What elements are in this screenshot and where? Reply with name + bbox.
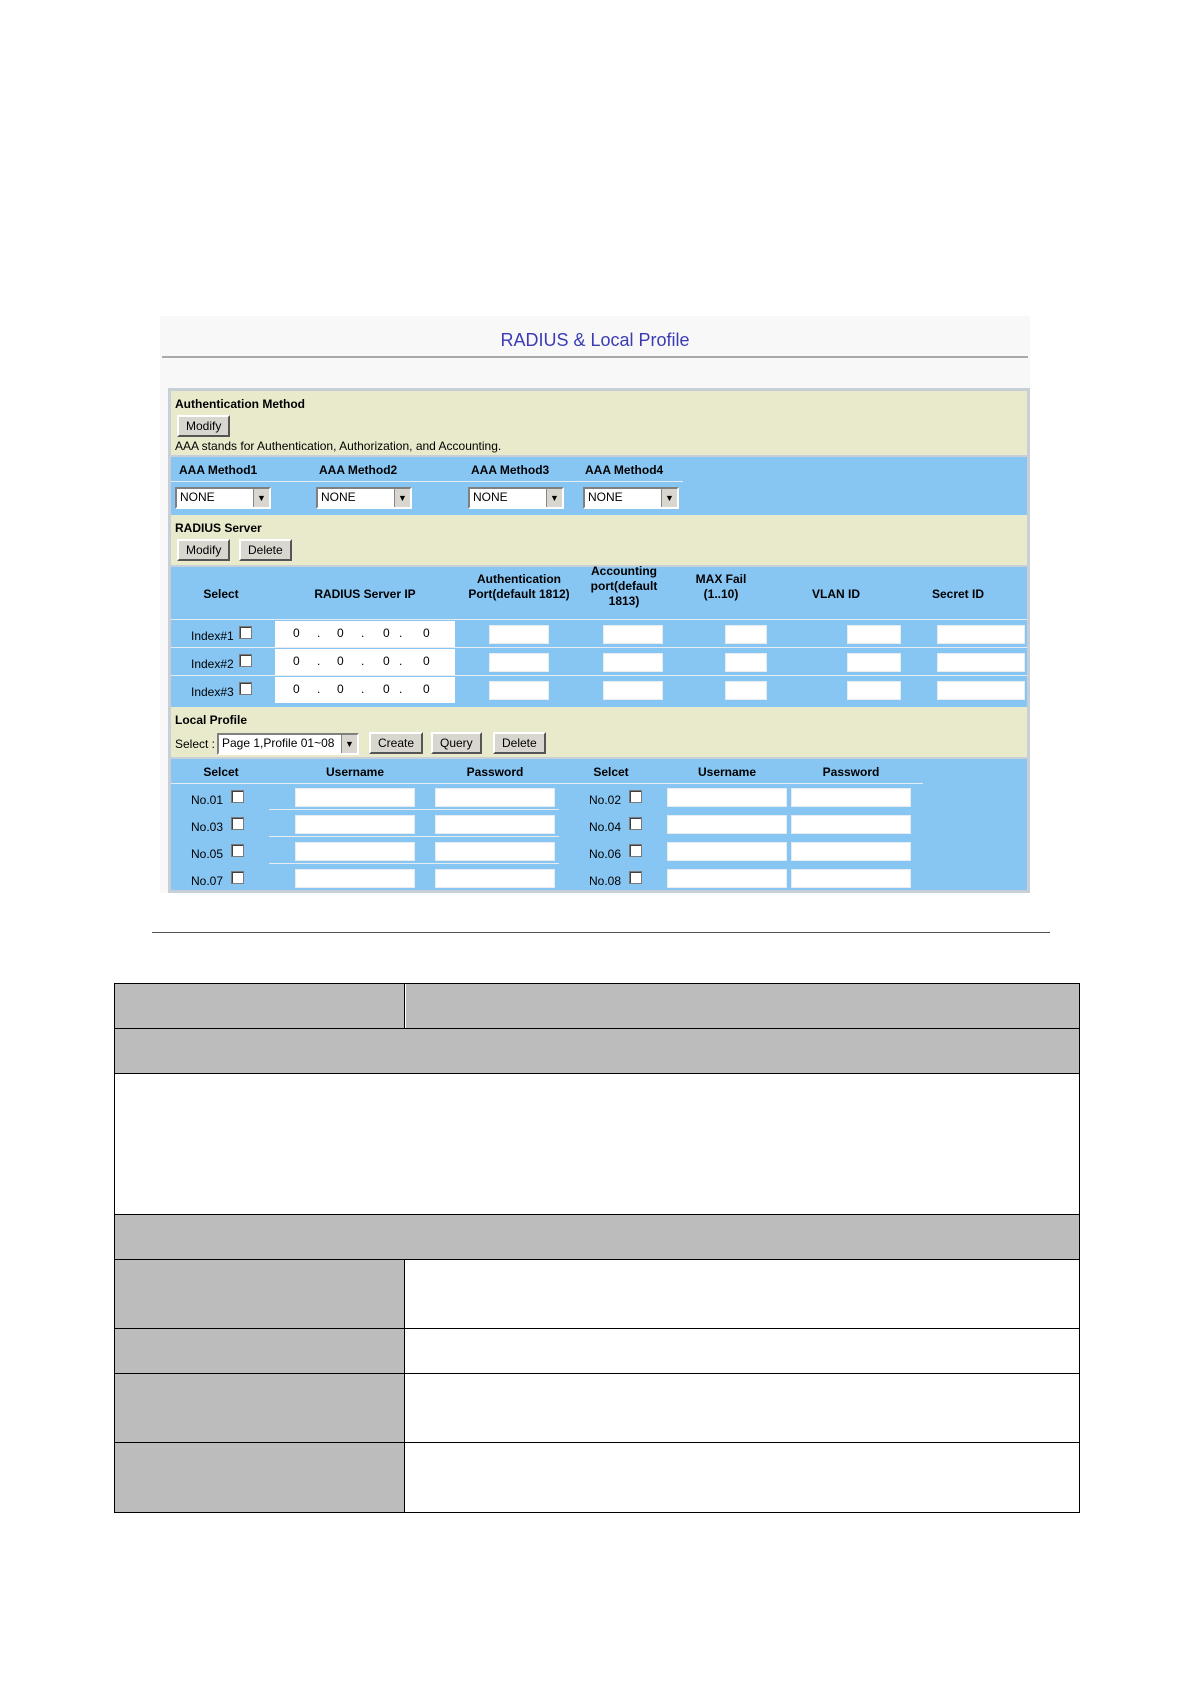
profile-page-select[interactable] — [217, 733, 359, 755]
page-select-label: Select : — [175, 737, 216, 751]
profile-checkbox[interactable] — [629, 871, 642, 884]
secret-id-input[interactable] — [937, 625, 1025, 644]
vlan-id-input[interactable] — [847, 681, 901, 700]
row-divider — [171, 647, 1027, 648]
radius-server-heading: RADIUS Server — [175, 521, 262, 535]
profile-checkbox[interactable] — [629, 817, 642, 830]
col-select: Select — [203, 587, 239, 601]
profile-number-label: No.06 — [589, 847, 622, 861]
profile-checkbox[interactable] — [231, 844, 244, 857]
radius-index-label: Index#2 — [191, 657, 234, 671]
acct-port-input[interactable] — [603, 653, 663, 672]
aaa-method3-label: AAA Method3 — [471, 463, 550, 477]
password-input[interactable] — [435, 815, 555, 834]
lp-col-username-left: Username — [325, 765, 385, 779]
radius-server-section — [171, 515, 1027, 567]
table-cell-left — [115, 1260, 405, 1328]
aaa-method2-label: AAA Method2 — [319, 463, 398, 477]
auth-port-input[interactable] — [489, 681, 549, 700]
profile-checkbox[interactable] — [629, 844, 642, 857]
table-row — [115, 1374, 1079, 1443]
chevron-down-icon[interactable]: ▼ — [341, 735, 357, 753]
create-profile-button[interactable]: Create — [369, 732, 423, 754]
aaa-note: AAA stands for Authentication, Authorization, and Accounting. — [175, 439, 502, 453]
profile-checkbox[interactable] — [231, 817, 244, 830]
radius-header-divider — [171, 619, 1027, 620]
username-input[interactable] — [295, 815, 415, 834]
password-input[interactable] — [435, 869, 555, 888]
profile-number-label: No.05 — [191, 847, 224, 861]
auth-port-input[interactable] — [489, 625, 549, 644]
table-cell-left — [115, 1443, 405, 1512]
vlan-id-input[interactable] — [847, 625, 901, 644]
aaa-method3-select[interactable] — [468, 487, 564, 509]
delete-profile-button[interactable]: Delete — [493, 732, 546, 754]
lp-col-select-left: Selcet — [203, 765, 239, 779]
radius-ip-field[interactable]: 0 . 0 . 0 . 0 — [275, 621, 455, 647]
password-input[interactable] — [791, 842, 911, 861]
radius-modify-button[interactable]: Modify — [177, 539, 230, 561]
password-input[interactable] — [791, 788, 911, 807]
radius-index-label: Index#3 — [191, 685, 234, 699]
lp-col-password-left: Password — [466, 765, 524, 779]
aaa-method2-select[interactable] — [316, 487, 412, 509]
aaa-method4-value: NONE — [588, 490, 623, 504]
profile-number-label: No.01 — [191, 793, 224, 807]
profile-page-value: Page 1,Profile 01~08 — [222, 736, 335, 750]
username-input[interactable] — [667, 815, 787, 834]
local-profile-section — [171, 707, 1027, 759]
table-header-row — [115, 984, 1079, 1029]
aaa-header-divider — [171, 481, 683, 482]
password-input[interactable] — [791, 869, 911, 888]
password-input[interactable] — [435, 842, 555, 861]
table-cell-left — [115, 1374, 405, 1442]
title-divider — [162, 356, 1028, 358]
profile-number-label: No.08 — [589, 874, 622, 888]
table-header-cell-left — [115, 984, 405, 1028]
aaa-method4-label: AAA Method4 — [585, 463, 664, 477]
chevron-down-icon[interactable]: ▼ — [546, 489, 562, 507]
table-body-row — [115, 1074, 1079, 1215]
username-input[interactable] — [295, 869, 415, 888]
username-input[interactable] — [667, 869, 787, 888]
aaa-method4-select[interactable] — [583, 487, 679, 509]
username-input[interactable] — [295, 788, 415, 807]
acct-port-input[interactable] — [603, 681, 663, 700]
lp-col-password-right: Password — [822, 765, 880, 779]
radius-ip-field[interactable]: 0 . 0 . 0 . 0 — [275, 677, 455, 703]
password-input[interactable] — [791, 815, 911, 834]
auth-method-heading: Authentication Method — [175, 397, 305, 411]
table-section-row — [115, 1029, 1079, 1074]
col-vlan-id: VLAN ID — [812, 587, 860, 601]
vlan-id-input[interactable] — [847, 653, 901, 672]
radius-local-profile-screen — [160, 316, 1030, 893]
table-header-cell-right — [406, 984, 1079, 1028]
secret-id-input[interactable] — [937, 653, 1025, 672]
profile-checkbox[interactable] — [629, 790, 642, 803]
row-divider — [269, 836, 559, 837]
col-max-fail: MAX Fail (1..10) — [695, 572, 747, 601]
table-row — [115, 1443, 1079, 1512]
lp-col-username-right: Username — [697, 765, 757, 779]
table-row — [115, 1329, 1079, 1374]
max-fail-input[interactable] — [725, 653, 767, 672]
secret-id-input[interactable] — [937, 681, 1025, 700]
col-radius-ip: RADIUS Server IP — [314, 587, 416, 601]
max-fail-input[interactable] — [725, 681, 767, 700]
lp-col-select-right: Selcet — [593, 765, 629, 779]
username-input[interactable] — [295, 842, 415, 861]
description-table — [114, 983, 1080, 1513]
radius-index1-checkbox[interactable] — [239, 626, 252, 639]
aaa-method2-value: NONE — [321, 490, 356, 504]
username-input[interactable] — [667, 788, 787, 807]
aaa-method1-select[interactable] — [175, 487, 271, 509]
username-input[interactable] — [667, 842, 787, 861]
max-fail-input[interactable] — [725, 625, 767, 644]
col-auth-port: Authentication Port(default 1812) — [468, 572, 570, 601]
profile-number-label: No.02 — [589, 793, 622, 807]
profile-checkbox[interactable] — [231, 871, 244, 884]
auth-port-input[interactable] — [489, 653, 549, 672]
query-profile-button[interactable]: Query — [431, 732, 482, 754]
aaa-method3-value: NONE — [473, 490, 508, 504]
table-section-row — [115, 1215, 1079, 1260]
profile-number-label: No.07 — [191, 874, 224, 888]
table-cell-left — [115, 1329, 405, 1373]
aaa-method1-value: NONE — [180, 490, 215, 504]
col-acct-port: Accounting port(default 1813) — [590, 564, 658, 608]
profile-checkbox[interactable] — [231, 790, 244, 803]
radius-index-label: Index#1 — [191, 629, 234, 643]
profile-number-label: No.04 — [589, 820, 622, 834]
col-secret-id: Secret ID — [931, 587, 985, 601]
page-title: RADIUS & Local Profile — [500, 330, 690, 350]
radius-index2-checkbox[interactable] — [239, 654, 252, 667]
radius-ip-field[interactable]: 0 . 0 . 0 . 0 — [275, 649, 455, 675]
chevron-down-icon[interactable]: ▼ — [253, 489, 269, 507]
radius-delete-button[interactable]: Delete — [239, 539, 292, 561]
password-input[interactable] — [435, 788, 555, 807]
radius-index3-checkbox[interactable] — [239, 682, 252, 695]
chevron-down-icon[interactable]: ▼ — [394, 489, 410, 507]
local-profile-heading: Local Profile — [175, 713, 248, 727]
row-divider — [171, 675, 1027, 676]
acct-port-input[interactable] — [603, 625, 663, 644]
profile-number-label: No.03 — [191, 820, 224, 834]
row-divider — [269, 863, 559, 864]
table-row — [115, 1260, 1079, 1329]
aaa-method1-label: AAA Method1 — [179, 463, 258, 477]
chevron-down-icon[interactable]: ▼ — [661, 489, 677, 507]
page-divider — [152, 932, 1050, 933]
auth-modify-button[interactable]: Modify — [177, 415, 230, 437]
row-divider — [269, 809, 559, 810]
config-panel — [168, 388, 1030, 893]
lp-header-divider — [171, 783, 923, 784]
auth-method-section — [171, 391, 1027, 457]
